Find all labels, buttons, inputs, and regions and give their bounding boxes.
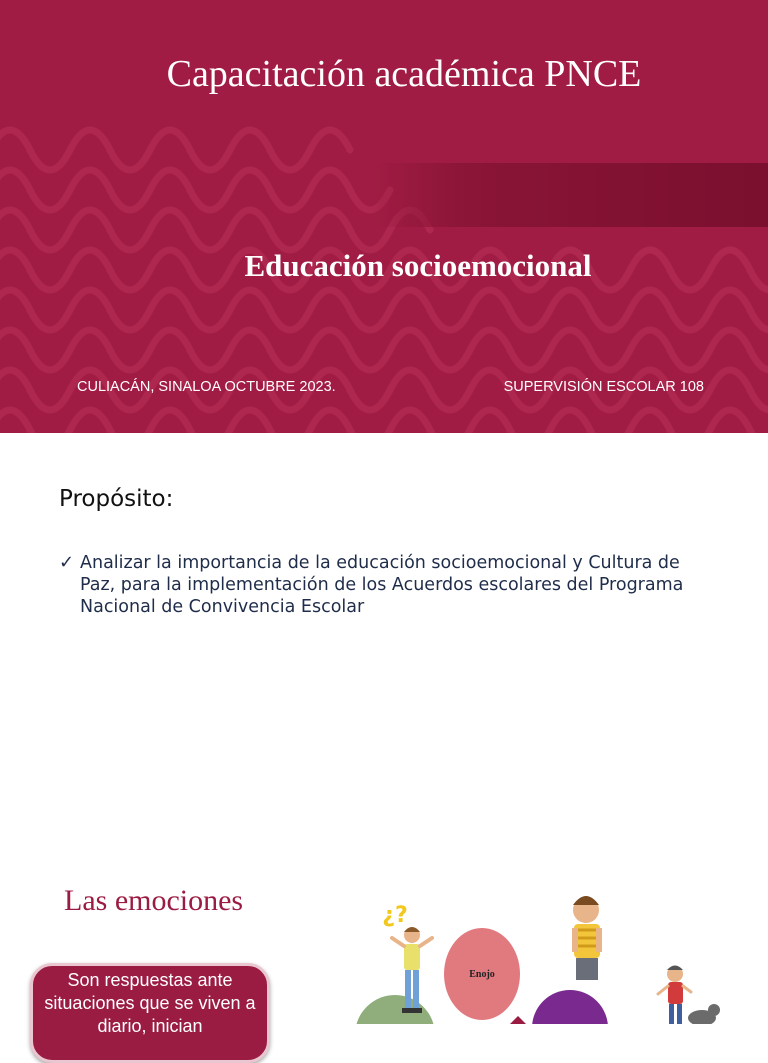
title-band [370, 163, 768, 227]
slide-subtitle: Educación socioemocional [244, 248, 592, 283]
purpose-bullet [59, 552, 719, 618]
question-marks: ¿? [382, 903, 408, 928]
purpose-bullet-text: Analizar la importancia de la educación socioemocional y Cultura de Paz, para la implementación de los Acuerdos escolares del Programa Nacional de Convivencia Escolar [80, 553, 684, 617]
accent-shape [510, 1016, 526, 1024]
definition-box [30, 963, 270, 1063]
emotions-diagram [350, 880, 768, 1024]
definition-text: Son respuestas ante situaciones que se viven a diario, inician [44, 970, 256, 1036]
emotions-title: Las emociones [64, 884, 244, 917]
enojo-label: Enojo [469, 969, 495, 980]
purpose-heading: Propósito: [59, 486, 174, 512]
slide-title: Capacitación académica PNCE [166, 53, 642, 95]
angry-boy-illustration [572, 896, 602, 980]
title-slide [0, 0, 768, 433]
footer-location-date: CULIACÁN, SINALOA OCTUBRE 2023. [77, 379, 336, 395]
boy-with-dog-illustration [658, 966, 720, 1025]
footer-supervision: SUPERVISIÓN ESCOLAR 108 [503, 379, 704, 395]
purple-circle [532, 990, 608, 1024]
check-icon: ✓ [59, 552, 75, 573]
green-circle [355, 995, 435, 1024]
